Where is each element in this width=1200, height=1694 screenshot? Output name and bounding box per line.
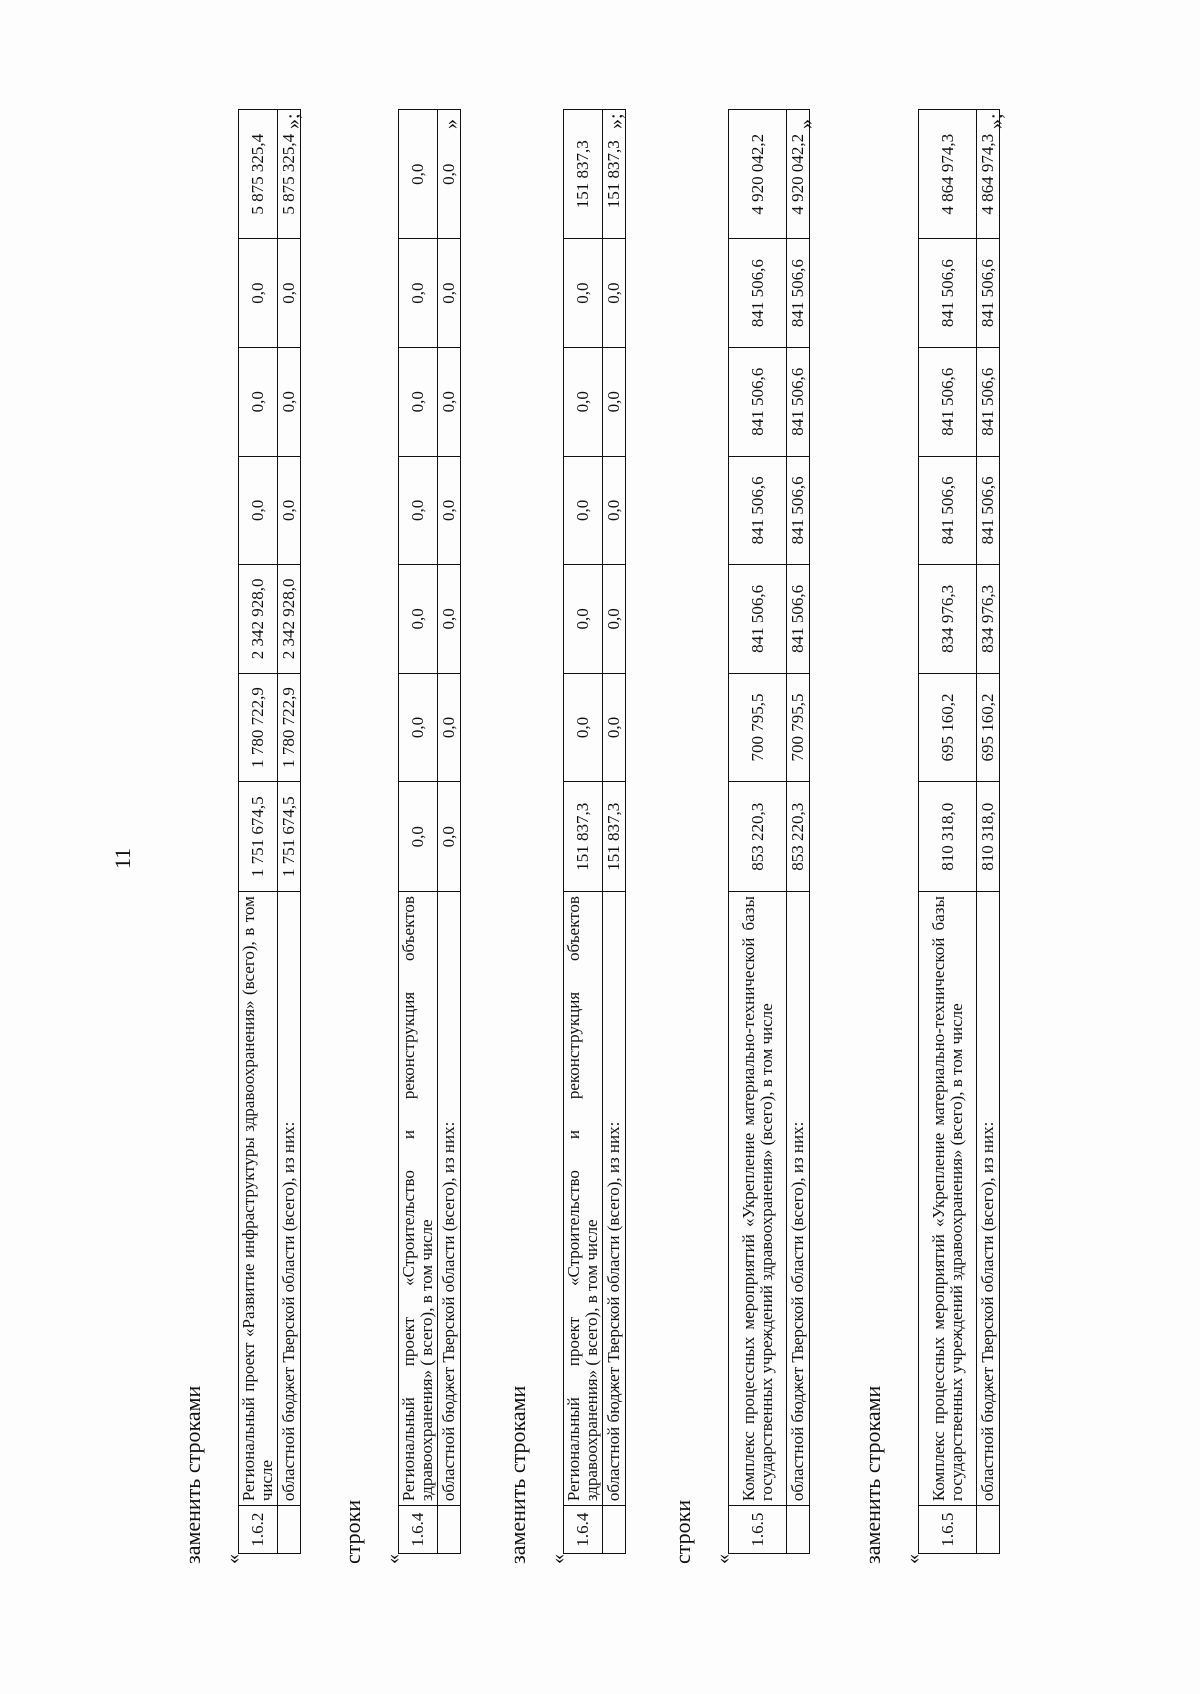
table-row <box>602 110 625 1554</box>
table-row <box>277 110 300 1554</box>
sub-row-name: областной бюджет Тверской области (всего), из них: <box>437 892 460 1506</box>
sub-row-name: областной бюджет Тверской области (всего), из них: <box>787 892 810 1506</box>
open-quote: « <box>712 1554 734 1564</box>
row-code: 1.6.5 <box>919 1506 977 1554</box>
value-cell: 841 506,6 <box>729 347 787 456</box>
close-quote: »; <box>985 113 1007 129</box>
table-row <box>787 110 810 1554</box>
close-quote: »; <box>282 113 304 129</box>
row-name: Комплекс процессных мероприятий «Укрепление материально-технической базы государственных учреждений здравоохранения» (всего), в том числе <box>919 892 977 1506</box>
value-cell: 841 506,6 <box>787 347 810 456</box>
value-cell: 841 506,6 <box>729 565 787 674</box>
value-cell: 4 864 974,3 <box>977 110 1000 239</box>
value-cell: 810 318,0 <box>977 782 1000 892</box>
value-cell: 841 506,6 <box>729 239 787 348</box>
row-name: Комплекс процессных мероприятий «Укрепление материально-технической базы государственных учреждений здравоохранения» (всего), в том числе <box>729 892 787 1506</box>
value-cell: 841 506,6 <box>919 347 977 456</box>
value-cell: 0,0 <box>239 456 278 565</box>
value-cell: 0,0 <box>564 565 603 674</box>
value-cell: 5 875 325,4 <box>277 110 300 239</box>
value-cell: 0,0 <box>602 565 625 674</box>
table-row <box>919 110 977 1554</box>
value-cell: 853 220,3 <box>787 782 810 892</box>
value-cell: 841 506,6 <box>977 347 1000 456</box>
row-code: 1.6.2 <box>239 1506 278 1554</box>
sub-row-name: областной бюджет Тверской области (всего), из них: <box>602 892 625 1506</box>
value-cell: 2 342 928,0 <box>239 565 278 674</box>
value-cell: 834 976,3 <box>977 565 1000 674</box>
value-cell: 4 920 042,2 <box>787 110 810 239</box>
value-cell: 810 318,0 <box>919 782 977 892</box>
table-row <box>239 110 278 1554</box>
value-cell: 841 506,6 <box>787 565 810 674</box>
value-cell: 841 506,6 <box>919 456 977 565</box>
table-row <box>729 110 787 1554</box>
row-name: Региональный проект «Развитие инфраструктуры здравоохранения» (всего), в том числе <box>239 892 278 1506</box>
value-cell: 0,0 <box>602 239 625 348</box>
value-cell: 0,0 <box>437 782 460 892</box>
row-name: Региональный проект «Строительство и реконструкция объектов здравоохранения» ( всего), в том числе <box>399 892 438 1506</box>
value-cell: 1 780 722,9 <box>277 673 300 782</box>
value-cell: 0,0 <box>437 347 460 456</box>
value-cell: 841 506,6 <box>787 456 810 565</box>
value-cell: 841 506,6 <box>977 456 1000 565</box>
row-code: 1.6.4 <box>564 1506 603 1554</box>
value-cell: 5 875 325,4 <box>239 110 278 239</box>
value-cell: 4 864 974,3 <box>919 110 977 239</box>
row-name: Региональный проект «Строительство и реконструкция объектов здравоохранения» ( всего), в том числе <box>564 892 603 1506</box>
value-cell: 0,0 <box>437 110 460 239</box>
value-cell: 151 837,3 <box>602 782 625 892</box>
row-code: 1.6.5 <box>729 1506 787 1554</box>
value-cell: 0,0 <box>399 782 438 892</box>
table-row <box>437 110 460 1554</box>
open-quote: « <box>222 1554 244 1564</box>
close-quote: » <box>795 119 817 129</box>
value-cell: 834 976,3 <box>919 565 977 674</box>
value-cell: 853 220,3 <box>729 782 787 892</box>
value-cell: 0,0 <box>437 456 460 565</box>
value-cell: 0,0 <box>399 673 438 782</box>
section-heading: заменить строками <box>180 1385 205 1564</box>
empty-code-cell <box>437 1506 460 1554</box>
open-quote: « <box>902 1554 924 1564</box>
budget-table <box>563 109 626 1554</box>
budget-table <box>398 109 461 1554</box>
value-cell: 1 780 722,9 <box>239 673 278 782</box>
value-cell: 0,0 <box>277 239 300 348</box>
budget-table <box>728 109 810 1554</box>
value-cell: 0,0 <box>564 239 603 348</box>
value-cell: 841 506,6 <box>919 239 977 348</box>
section-heading: строки <box>670 1499 695 1564</box>
value-cell: 151 837,3 <box>564 110 603 239</box>
value-cell: 1 751 674,5 <box>239 782 278 892</box>
sub-row-name: областной бюджет Тверской области (всего), из них: <box>277 892 300 1506</box>
section-heading: заменить строками <box>505 1385 530 1564</box>
value-cell: 0,0 <box>437 565 460 674</box>
value-cell: 0,0 <box>437 239 460 348</box>
value-cell: 151 837,3 <box>602 110 625 239</box>
value-cell: 0,0 <box>239 239 278 348</box>
value-cell: 0,0 <box>602 673 625 782</box>
open-quote: « <box>382 1554 404 1564</box>
close-quote: »; <box>605 113 627 129</box>
value-cell: 4 920 042,2 <box>729 110 787 239</box>
value-cell: 151 837,3 <box>564 782 603 892</box>
value-cell: 0,0 <box>277 456 300 565</box>
open-quote: « <box>547 1554 569 1564</box>
value-cell: 0,0 <box>399 239 438 348</box>
table-row <box>399 110 438 1554</box>
value-cell: 2 342 928,0 <box>277 565 300 674</box>
empty-code-cell <box>602 1506 625 1554</box>
sub-row-name: областной бюджет Тверской области (всего), из них: <box>977 892 1000 1506</box>
table-row <box>564 110 603 1554</box>
empty-code-cell <box>977 1506 1000 1554</box>
value-cell: 0,0 <box>399 347 438 456</box>
value-cell: 695 160,2 <box>977 673 1000 782</box>
value-cell: 0,0 <box>399 456 438 565</box>
value-cell: 841 506,6 <box>729 456 787 565</box>
value-cell: 841 506,6 <box>787 239 810 348</box>
section-heading: строки <box>340 1499 365 1564</box>
row-code: 1.6.4 <box>399 1506 438 1554</box>
budget-table <box>238 109 301 1554</box>
value-cell: 0,0 <box>602 456 625 565</box>
value-cell: 0,0 <box>602 347 625 456</box>
value-cell: 0,0 <box>399 110 438 239</box>
value-cell: 0,0 <box>564 673 603 782</box>
value-cell: 841 506,6 <box>977 239 1000 348</box>
value-cell: 700 795,5 <box>787 673 810 782</box>
budget-table <box>918 109 1000 1554</box>
section-heading: заменить строками <box>860 1385 885 1564</box>
value-cell: 700 795,5 <box>729 673 787 782</box>
value-cell: 0,0 <box>564 456 603 565</box>
empty-code-cell <box>277 1506 300 1554</box>
table-row <box>977 110 1000 1554</box>
value-cell: 0,0 <box>564 347 603 456</box>
value-cell: 695 160,2 <box>919 673 977 782</box>
value-cell: 0,0 <box>277 347 300 456</box>
empty-code-cell <box>787 1506 810 1554</box>
value-cell: 0,0 <box>239 347 278 456</box>
value-cell: 0,0 <box>399 565 438 674</box>
close-quote: » <box>440 119 462 129</box>
page-number: 11 <box>110 847 135 869</box>
value-cell: 0,0 <box>437 673 460 782</box>
value-cell: 1 751 674,5 <box>277 782 300 892</box>
